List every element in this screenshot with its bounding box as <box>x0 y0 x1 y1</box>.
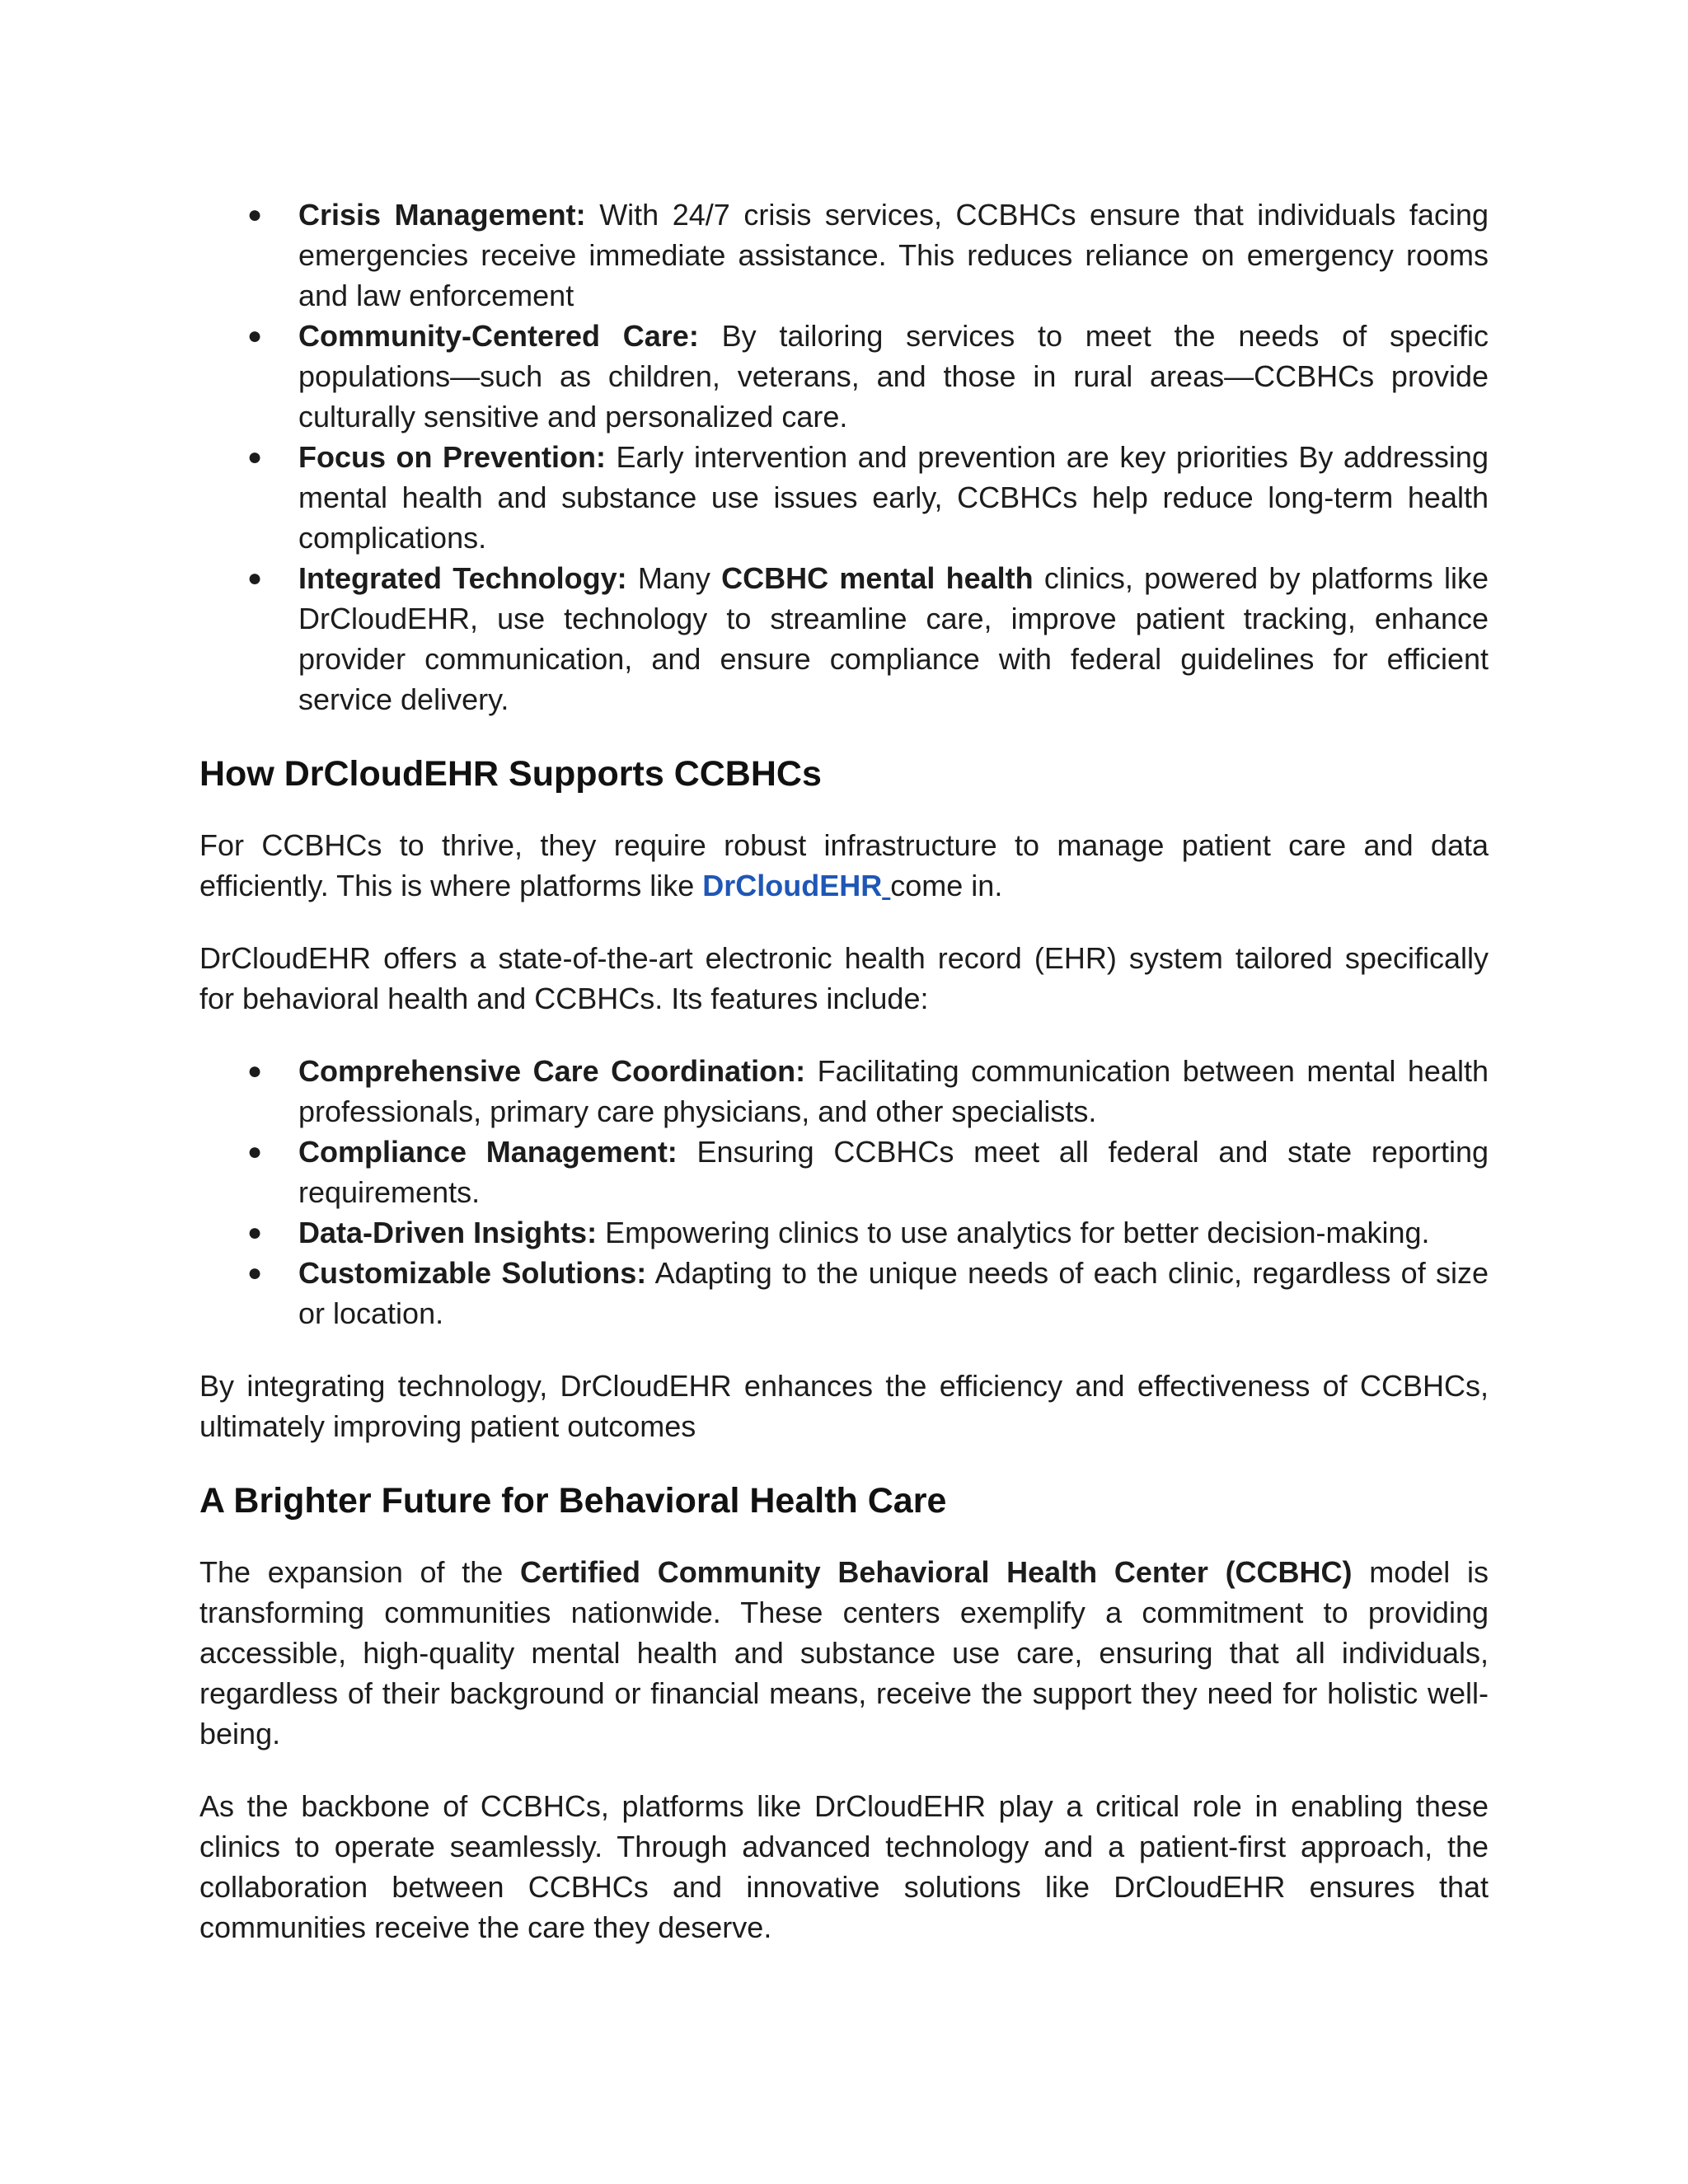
list-item-bold-inline: CCBHC mental health <box>721 561 1034 595</box>
list-item-text: Ensuring CCBHCs meet all federal and state reporting requirements. <box>298 1135 1489 1209</box>
list-item-text: clinics, powered by platforms like DrCloudEHR, use technology to streamline care, improve patient tracking, enhance provider communication, and ensure compliance with federal guidelines for efficient service delivery. <box>298 561 1489 716</box>
list-item-label: Community-Centered Care: <box>298 319 699 353</box>
section-heading-supports: How DrCloudEHR Supports CCBHCs <box>199 754 822 794</box>
list-item-label: Data-Driven Insights: <box>298 1216 598 1249</box>
list-item <box>247 316 1489 437</box>
list-item-label: Customizable Solutions: <box>298 1256 647 1290</box>
bullet-icon: ● <box>247 565 263 592</box>
list-item <box>247 1132 1489 1212</box>
bullet-icon: ● <box>247 1138 263 1165</box>
list-item-text: With 24/7 crisis services, CCBHCs ensure that individuals facing emergencies receive immediate assistance. This reduces reliance on emergency rooms and law enforcement <box>298 198 1489 312</box>
list-item <box>247 1253 1489 1333</box>
features-list <box>199 1051 1489 1333</box>
paragraph-intro <box>199 825 1489 906</box>
drcloudehr-link[interactable]: DrCloudEHR <box>702 869 883 902</box>
list-item-label: Compliance Management: <box>298 1135 678 1169</box>
list-item-text: Early intervention and prevention are key priorities By addressing mental health and substance use issues early, CCBHCs help reduce long-term health complications. <box>298 440 1489 555</box>
paragraph-text: model is transforming communities nationwide. These centers exemplify a commitment to providing accessible, high-quality mental health and substance use care, ensuring that all individuals, regardless of their background or financial means, receive the support they need for holistic well-being. <box>199 1555 1489 1750</box>
section-heading-future: A Brighter Future for Behavioral Health Care <box>199 1481 947 1521</box>
list-item-text: By tailoring services to meet the needs of specific populations—such as children, veterans, and those in rural areas—CCBHCs provide culturally sensitive and personalized care. <box>298 319 1489 434</box>
list-item <box>247 1051 1489 1132</box>
paragraph-text: come in. <box>890 869 1003 902</box>
paragraph-text: The expansion of the <box>199 1555 504 1589</box>
list-item-text: Empowering clinics to use analytics for better decision-making. <box>605 1216 1430 1249</box>
list-item-label: Integrated Technology: <box>298 561 627 595</box>
document-page <box>199 194 1489 1947</box>
benefits-list <box>199 194 1489 719</box>
bullet-icon: ● <box>247 1057 263 1085</box>
list-item-text-before: Many <box>637 561 710 595</box>
list-item-text: Facilitating communication between mental health professionals, primary care physicians, and other specialists. <box>298 1054 1489 1128</box>
paragraph-text: For CCBHCs to thrive, they require robust infrastructure to manage patient care and data efficiently. This is where platforms like <box>199 828 1489 902</box>
bullet-icon: ● <box>247 1219 263 1246</box>
bullet-icon: ● <box>247 443 263 471</box>
list-item <box>247 558 1489 719</box>
list-item <box>247 194 1489 316</box>
list-item <box>247 437 1489 558</box>
paragraph-closing: By integrating technology, DrCloudEHR enhances the efficiency and effectiveness of CCBHCs, ultimately improving patient outcomes <box>199 1369 1489 1443</box>
list-item-label: Focus on Prevention: <box>298 440 607 474</box>
list-item-label: Comprehensive Care Coordination: <box>298 1054 806 1088</box>
bullet-icon: ● <box>247 1259 263 1286</box>
list-item-text: Adapting to the unique needs of each clinic, regardless of size or location. <box>298 1256 1489 1330</box>
bullet-icon: ● <box>247 322 263 349</box>
list-item <box>247 1212 1489 1253</box>
paragraph-expansion <box>199 1552 1489 1754</box>
paragraph-bold: Certified Community Behavioral Health Center (CCBHC) <box>519 1555 1353 1589</box>
list-item-label: Crisis Management: <box>298 198 586 232</box>
bullet-icon: ● <box>247 201 263 228</box>
paragraph-backbone: As the backbone of CCBHCs, platforms like DrCloudEHR play a critical role in enabling these clinics to operate seamlessly. Through advanced technology and a patient-first approach, the collaboration between CCBHCs and innovative solutions like DrCloudEHR ensures that communities receive the care they deserve. <box>199 1789 1489 1944</box>
paragraph-features: DrCloudEHR offers a state-of-the-art electronic health record (EHR) system tailored specifically for behavioral health and CCBHCs. Its features include: <box>199 941 1489 1015</box>
